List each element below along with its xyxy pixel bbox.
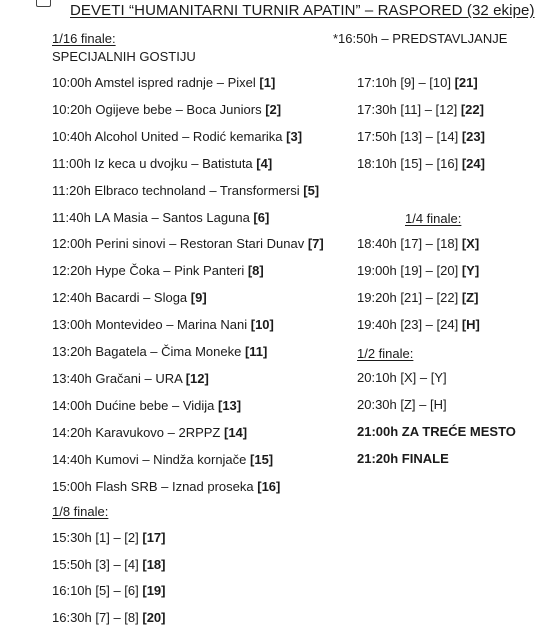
match-number: [22] <box>460 101 484 117</box>
round8-match-1 <box>52 530 165 546</box>
match-number: [3] <box>286 128 303 144</box>
match-number: [14] <box>224 424 248 440</box>
match-text: 10:40h Alcohol United – Rodić kemarika <box>52 128 287 144</box>
round16-match-13 <box>52 398 241 414</box>
match-number: [5] <box>303 182 320 198</box>
match-text: 13:40h Gračani – URA <box>52 370 186 386</box>
match-number: [1] <box>259 75 276 90</box>
match-text: 16:30h [7] – [8] <box>52 609 143 625</box>
quarterfinal-header: 1/4 finale: <box>405 211 462 226</box>
match-number: [15] <box>250 451 274 467</box>
checkbox-icon <box>36 0 51 7</box>
match-text: 10:00h Amstel ispred radnje – Pixel <box>52 75 260 90</box>
match-number: [21] <box>454 75 478 90</box>
round16-match-1 <box>52 75 275 91</box>
match-number: [7] <box>307 236 324 252</box>
round16-header: 1/16 finale: <box>52 31 116 46</box>
semifinal-header: 1/2 finale: <box>357 346 414 361</box>
match-number: [20] <box>142 609 166 625</box>
round8-match-3 <box>52 583 165 599</box>
match-number: [8] <box>247 263 264 279</box>
presentation-note: *16:50h – PREDSTAVLJANJE <box>333 31 508 46</box>
match-text: 19:20h [21] – [22] <box>357 290 462 305</box>
third-place-match: 21:00h ZA TREĆE MESTO <box>357 424 516 439</box>
match-number: [13] <box>218 397 242 413</box>
match-number: [X] <box>461 236 480 251</box>
round8-match-right-2 <box>357 102 484 118</box>
match-text: 11:40h LA Masia – Santos Laguna <box>52 209 254 225</box>
round16-match-14 <box>52 425 247 441</box>
match-text: 19:00h [19] – [20] <box>357 263 462 278</box>
quarterfinal-match-4 <box>357 317 480 333</box>
special-guests-label: SPECIJALNIH GOSTIJU <box>52 49 196 64</box>
match-number: [23] <box>461 128 485 144</box>
match-number: [6] <box>253 209 270 225</box>
match-text: 14:40h Kumovi – Nindža kornjače <box>52 451 251 467</box>
match-text: 15:30h [1] – [2] <box>52 530 143 545</box>
match-number: [10] <box>250 317 274 333</box>
quarterfinal-match-3 <box>357 290 478 306</box>
match-text: 12:00h Perini sinovi – Restoran Stari Dunav <box>52 236 308 252</box>
quarterfinal-match-1 <box>357 236 479 252</box>
match-text: 10:20h Ogijeve bebe – Boca Juniors <box>52 101 266 117</box>
match-number: [2] <box>265 101 282 117</box>
quarterfinal-match-2 <box>357 263 479 279</box>
round16-match-15 <box>52 452 273 468</box>
round8-match-right-1 <box>357 75 478 91</box>
match-text: 18:40h [17] – [18] <box>357 236 462 251</box>
match-text: 15:50h [3] – [4] <box>52 556 143 572</box>
match-number: [9] <box>190 290 207 306</box>
match-text: 14:00h Dućine bebe – Vidija <box>52 397 218 413</box>
round16-match-10 <box>52 317 274 333</box>
match-number: [18] <box>142 556 166 572</box>
round8-match-right-3 <box>357 129 485 145</box>
round16-match-5 <box>52 183 319 199</box>
match-number: [16] <box>257 478 281 494</box>
semifinal-match-2: 20:30h [Z] – [H] <box>357 397 447 412</box>
match-text: 16:10h [5] – [6] <box>52 583 143 598</box>
round16-match-4 <box>52 156 272 172</box>
round16-match-2 <box>52 102 281 118</box>
semifinal-match-1: 20:10h [X] – [Y] <box>357 370 447 385</box>
round8-match-2 <box>52 557 165 573</box>
round16-match-7 <box>52 236 324 252</box>
round8-match-right-4 <box>357 156 485 172</box>
match-text: 17:10h [9] – [10] <box>357 75 455 90</box>
match-number: [24] <box>461 155 485 171</box>
match-text: 13:20h Bagatela – Čima Moneke <box>52 344 245 359</box>
round16-match-11 <box>52 344 267 360</box>
match-number: [11] <box>244 344 268 359</box>
match-text: 11:20h Elbraco technoland – Transformersi <box>52 182 304 198</box>
match-number: [17] <box>142 530 166 545</box>
match-text: 14:20h Karavukovo – 2RPPZ <box>52 424 224 440</box>
match-number: [12] <box>185 370 209 386</box>
match-number: [4] <box>256 155 273 171</box>
round16-match-12 <box>52 371 209 387</box>
round8-header: 1/8 finale: <box>52 504 109 519</box>
match-text: 15:00h Flash SRB – Iznad proseka <box>52 478 258 494</box>
round16-match-8 <box>52 263 264 279</box>
match-text: 18:10h [15] – [16] <box>357 155 462 171</box>
final-match: 21:20h FINALE <box>357 451 449 466</box>
match-text: 12:40h Bacardi – Sloga <box>52 290 191 306</box>
match-number: [19] <box>142 583 166 598</box>
round16-match-6 <box>52 210 269 226</box>
page-title: DEVETI “HUMANITARNI TURNIR APATIN” – RASPORED (32 ekipe) <box>70 2 535 19</box>
match-text: 19:40h [23] – [24] <box>357 317 462 332</box>
match-number: [H] <box>461 317 480 332</box>
match-text: 17:30h [11] – [12] <box>357 101 461 117</box>
round16-match-9 <box>52 290 207 306</box>
match-number: [Y] <box>461 263 480 278</box>
round8-match-4 <box>52 610 165 626</box>
match-number: [Z] <box>461 290 479 305</box>
match-text: 13:00h Montevideo – Marina Nani <box>52 317 251 333</box>
match-text: 11:00h Iz keca u dvojku – Batistuta <box>52 155 257 171</box>
round16-match-16 <box>52 479 280 495</box>
round16-match-3 <box>52 129 302 145</box>
match-text: 12:20h Hype Čoka – Pink Panteri <box>52 263 248 279</box>
match-text: 17:50h [13] – [14] <box>357 128 462 144</box>
